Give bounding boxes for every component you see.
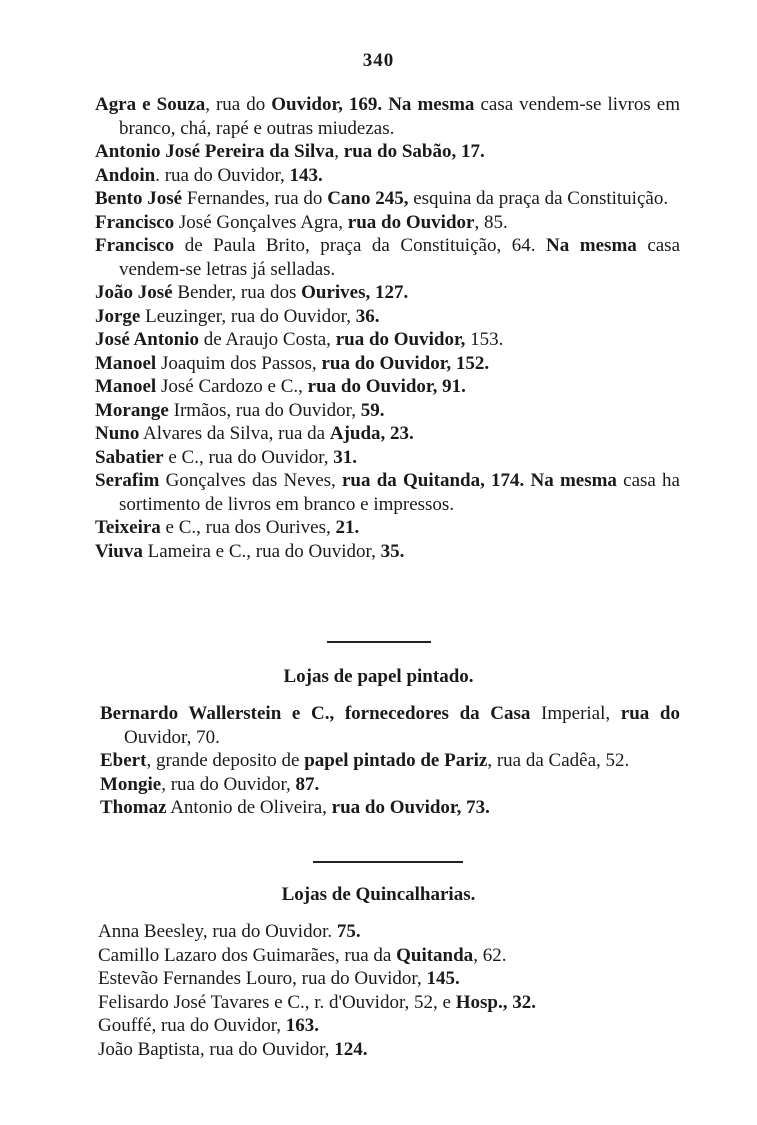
entry-rest: casa vendem-se letras já selladas. xyxy=(119,235,681,280)
entry-street: Ouvidor, 169. Na mesma xyxy=(271,94,475,115)
entry-street: 35. xyxy=(380,540,405,562)
directory-entry xyxy=(98,967,698,991)
entry-addr: e C., rua dos Ourives, xyxy=(160,517,336,538)
section-title-papel-pintado: Lojas de papel pintado. xyxy=(283,666,474,687)
entry-addr: Leuzinger, rua do Ouvidor, xyxy=(140,305,356,327)
entry-street: rua do xyxy=(620,703,680,724)
directory-entry xyxy=(100,796,680,820)
entry-street: rua do Ouvidor, 73. xyxy=(331,797,490,818)
entry-addr: Joaquim dos Passos, xyxy=(156,352,322,374)
entry-addr: de Paula Brito, praça da Constituição, 64. xyxy=(174,235,547,256)
entry-name: Andoin xyxy=(95,164,156,186)
entry-street: Ajuda, 23. xyxy=(329,423,414,444)
entry-addr: Antonio de Oliveira, xyxy=(166,797,332,818)
directory-entry xyxy=(98,991,698,1015)
directory-entry xyxy=(100,773,680,797)
directory-entry xyxy=(95,164,680,188)
entry-street: Hosp., 32. xyxy=(455,991,536,1013)
entry-addr: Imperial, xyxy=(530,703,621,724)
entry-addr: de Araujo Costa, xyxy=(199,329,336,350)
entry-addr: Gonçalves das Neves, xyxy=(159,470,342,491)
directory-entry xyxy=(98,944,698,968)
entry-addr: , rua do Ouvidor, xyxy=(161,773,296,795)
entry-name: Nuno xyxy=(95,423,140,444)
entry-name: Thomaz xyxy=(100,797,167,818)
directory-entry xyxy=(98,920,698,944)
entry-addr: José Gonçalves Agra, xyxy=(174,211,348,233)
section-divider xyxy=(327,641,431,643)
entry-name: Manoel xyxy=(95,352,157,374)
entry-addr: Felisardo José Tavares e C., r. d'Ouvidor, 52, e xyxy=(98,991,456,1013)
entry-rest: , 85. xyxy=(474,211,508,233)
entry-rest: 153. xyxy=(465,329,504,350)
entry-name: Manoel xyxy=(95,376,157,397)
directory-entry xyxy=(95,422,680,446)
entry-street: rua do Ouvidor xyxy=(347,211,475,233)
directory-entry xyxy=(95,211,680,235)
entry-name: Mongie xyxy=(100,773,162,795)
entry-street: 143. xyxy=(289,164,323,186)
entry-rest: Ouvidor, 70. xyxy=(124,726,220,748)
entry-name: Teixeira xyxy=(95,517,161,538)
entry-rest: casa ha sortimento de livros em branco e impressos. xyxy=(119,470,680,515)
directory-entry xyxy=(95,540,680,564)
entry-name: Francisco xyxy=(95,235,175,256)
entry-addr: , rua do xyxy=(205,94,272,115)
entry-addr: Camillo Lazaro dos Guimarães, rua da xyxy=(98,944,397,966)
directory-entry xyxy=(100,749,680,773)
entry-addr: Alvares da Silva, rua da xyxy=(139,423,330,444)
entry-street: 21. xyxy=(335,517,360,538)
entry-rest: , 62. xyxy=(473,944,507,966)
entry-street: 31. xyxy=(333,446,358,468)
booksellers-list xyxy=(0,93,757,563)
entry-addr: e C., rua do Ouvidor, xyxy=(163,446,334,468)
section-title-quincalharias: Lojas de Quincalharias. xyxy=(281,884,476,905)
section-divider xyxy=(313,861,463,863)
entry-street: 59. xyxy=(360,399,385,421)
directory-entry xyxy=(98,1038,698,1062)
entry-name: Ebert xyxy=(100,750,147,771)
entry-addr: . rua do Ouvidor, xyxy=(155,164,290,186)
entry-name: Antonio José Pereira da Silva xyxy=(95,141,335,162)
entry-street: Cano 245, xyxy=(327,188,409,209)
entry-name: Bento José xyxy=(95,188,183,209)
entry-addr: Fernandes, rua do xyxy=(182,188,328,209)
entry-name: Agra e Souza xyxy=(95,94,206,115)
entry-addr: José Cardozo e C., xyxy=(156,376,308,397)
entry-addr: Irmãos, rua do Ouvidor, xyxy=(168,399,361,421)
entry-street: rua do Ouvidor, 152. xyxy=(321,352,490,374)
entry-street: 75. xyxy=(336,921,361,942)
page-number: 340 xyxy=(362,50,395,71)
directory-entry xyxy=(95,516,680,540)
entry-street: 87. xyxy=(295,773,320,795)
entry-street: 124. xyxy=(334,1038,368,1060)
entry-name: João José xyxy=(95,282,173,303)
entry-street: Na mesma xyxy=(546,235,637,256)
entry-street: Ourives, 127. xyxy=(301,282,409,303)
papel-pintado-list xyxy=(0,702,757,820)
directory-entry xyxy=(100,702,680,749)
directory-entry xyxy=(95,375,680,399)
entry-street: 36. xyxy=(355,305,380,327)
entry-street: 145. xyxy=(426,968,460,989)
entry-street: Quitanda xyxy=(396,944,474,966)
entry-rest: , rua da Cadêa, 52. xyxy=(487,750,630,771)
entry-street: rua do Sabão, 17. xyxy=(343,141,485,162)
entry-name: Sabatier xyxy=(95,446,164,468)
directory-entry xyxy=(95,399,680,423)
entry-name: Serafim xyxy=(95,470,160,491)
entry-name: Francisco xyxy=(95,211,175,233)
entry-rest: esquina da praça da Constituição. xyxy=(408,188,669,209)
directory-entry xyxy=(95,93,680,140)
entry-rest: casa vendem-se livros em branco, chá, rapé e outras miudezas. xyxy=(119,94,681,139)
entry-street: rua do Ouvidor, 91. xyxy=(307,376,466,397)
entry-name: Bernardo Wallerstein e C., fornecedores da Casa xyxy=(100,703,531,724)
directory-entry xyxy=(95,305,680,329)
entry-name: Jorge xyxy=(95,305,141,327)
directory-entry xyxy=(95,187,680,211)
entry-street: rua do Ouvidor, xyxy=(335,329,466,350)
directory-entry xyxy=(95,328,680,352)
entry-addr: João Baptista, rua do Ouvidor, xyxy=(98,1038,335,1060)
directory-entry xyxy=(95,281,680,305)
entry-addr: Anna Beesley, rua do Ouvidor. xyxy=(98,921,337,942)
entry-addr: , grande deposito de xyxy=(146,750,305,771)
entry-addr: Lameira e C., rua do Ouvidor, xyxy=(142,540,381,562)
entry-name: Viuva xyxy=(95,540,143,562)
entry-street: 163. xyxy=(285,1015,320,1036)
entry-name: José Antonio xyxy=(95,329,199,350)
directory-entry xyxy=(95,140,680,164)
entry-addr: Gouffé, rua do Ouvidor, xyxy=(98,1015,286,1036)
directory-entry xyxy=(95,469,680,516)
entry-street: rua da Quitanda, 174. Na mesma xyxy=(342,470,617,491)
quincalharias-list xyxy=(0,920,757,1061)
entry-addr: , xyxy=(334,141,344,162)
directory-entry xyxy=(95,234,680,281)
directory-entry xyxy=(98,1014,698,1038)
entry-street: papel pintado de Pariz xyxy=(304,750,488,771)
entry-name: Morange xyxy=(95,399,169,421)
directory-entry xyxy=(95,352,680,376)
entry-addr: Estevão Fernandes Louro, rua do Ouvidor, xyxy=(98,968,427,989)
entry-addr: Bender, rua dos xyxy=(172,282,302,303)
directory-entry xyxy=(95,446,680,470)
